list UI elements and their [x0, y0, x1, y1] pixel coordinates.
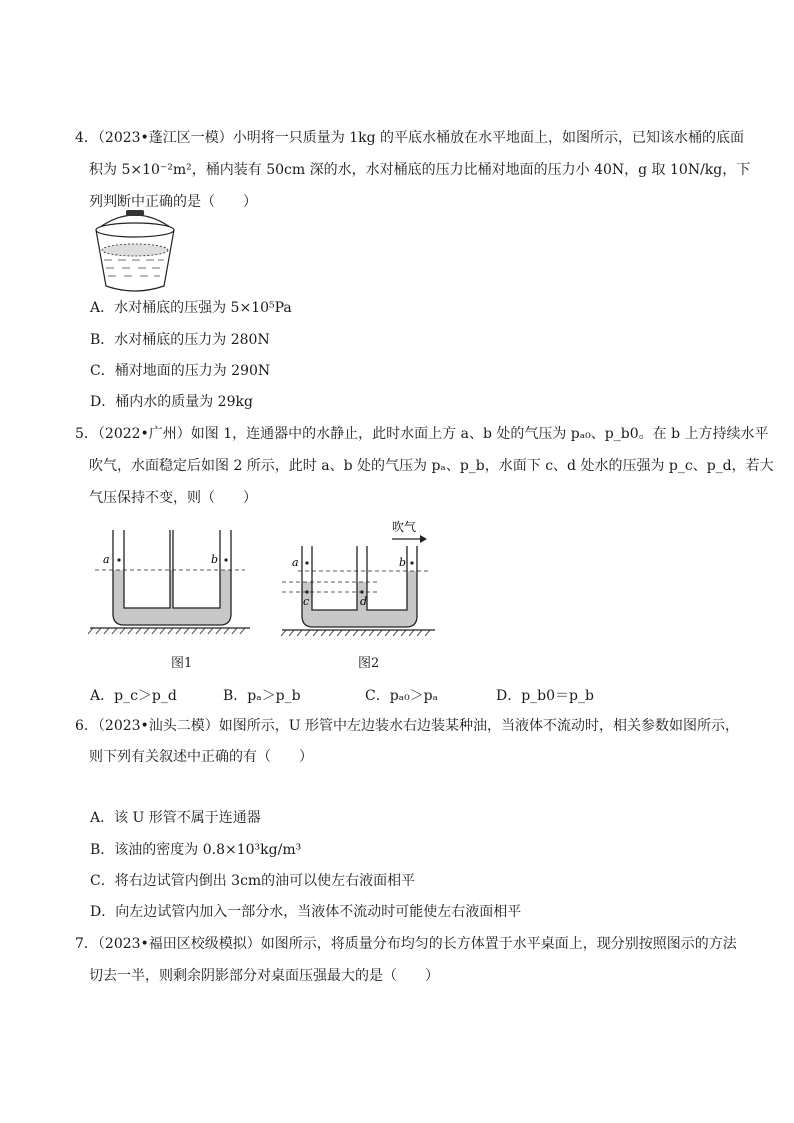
connector-figure-1: [85, 528, 250, 636]
q7-line2: 切去一半，则剩余阴影部分对桌面压强最大的是（ ）: [89, 968, 439, 984]
q6-option-c: C．将右边试管内倒出 3cm的油可以使左右液面相平: [90, 873, 416, 889]
q5-option-a: A．p_c＞p_d: [90, 688, 177, 704]
bucket-figure: [88, 208, 183, 293]
fig1-label-b: b: [211, 553, 219, 566]
q5-option-b: B．pₐ＞p_b: [223, 688, 301, 704]
q4-option-a: A．水对桶底的压强为 5×10⁵Pa: [90, 300, 292, 316]
fig2-label-a: a: [292, 556, 299, 569]
fig2-blow-label: 吹气: [392, 520, 417, 534]
q5-option-d: D．p_b0＝p_b: [496, 688, 594, 704]
q6-option-d: D．向左边试管内加入一部分水，当液体不流动时可能使左右液面相平: [90, 904, 522, 920]
q4-option-d: D．桶内水的质量为 29kg: [90, 394, 253, 410]
fig2-label-c: c: [303, 595, 310, 608]
q5-line3: 气压保持不变，则（ ）: [89, 490, 257, 506]
fig1-caption: 图1: [171, 656, 193, 671]
q6-line1: 6．（2023•汕头二模）如图所示，U 形管中左边装水右边装某种油，当液体不流动时，相关参数如图所示，: [75, 718, 740, 734]
q6-option-a: A．该 U 形管不属于连通器: [90, 810, 261, 826]
q5-option-c: C．pₐ₀＞pₐ: [365, 688, 439, 704]
fig1-label-a: a: [103, 553, 110, 566]
q6-option-b: B．该油的密度为 0.8×10³kg/m³: [90, 842, 302, 858]
fig2-label-b: b: [399, 556, 407, 569]
q5-line1: 5．（2022•广州）如图 1，连通器中的水静止，此时水面上方 a、b 处的气压为 pₐ₀、p_b0。在 b 上方持续水平: [75, 426, 769, 442]
q4-line3: 列判断中正确的是（ ）: [89, 194, 257, 210]
q5-line2: 吹气，水面稳定后如图 2 所示，此时 a、b 处的气压为 pₐ、p_b，水面下 c、d 处水的压强为 p_c、p_d，若大: [89, 458, 774, 474]
q4-line2: 积为 5×10⁻²m²，桶内装有 50cm 深的水，水对桶底的压力比桶对地面的压力小 40N，g 取 10N/kg，下: [89, 162, 751, 178]
q7-line1: 7．（2023•福田区校级模拟）如图所示，将质量分布均匀的长方体置于水平桌面上，现分别按照图示的方法: [75, 936, 737, 952]
q4-option-b: B．水对桶底的压力为 280N: [90, 332, 270, 348]
fig2-label-d: d: [360, 595, 368, 608]
q4-option-c: C．桶对地面的压力为 290N: [90, 363, 271, 379]
fig2-caption: 图2: [358, 656, 380, 671]
connector-figure-2: [280, 518, 435, 636]
q6-line2: 则下列有关叙述中正确的有（ ）: [89, 749, 313, 765]
q4-line1: 4．（2023•蓬江区一模）小明将一只质量为 1kg 的平底水桶放在水平地面上，如图所示，已知该水桶的底面: [75, 130, 745, 146]
